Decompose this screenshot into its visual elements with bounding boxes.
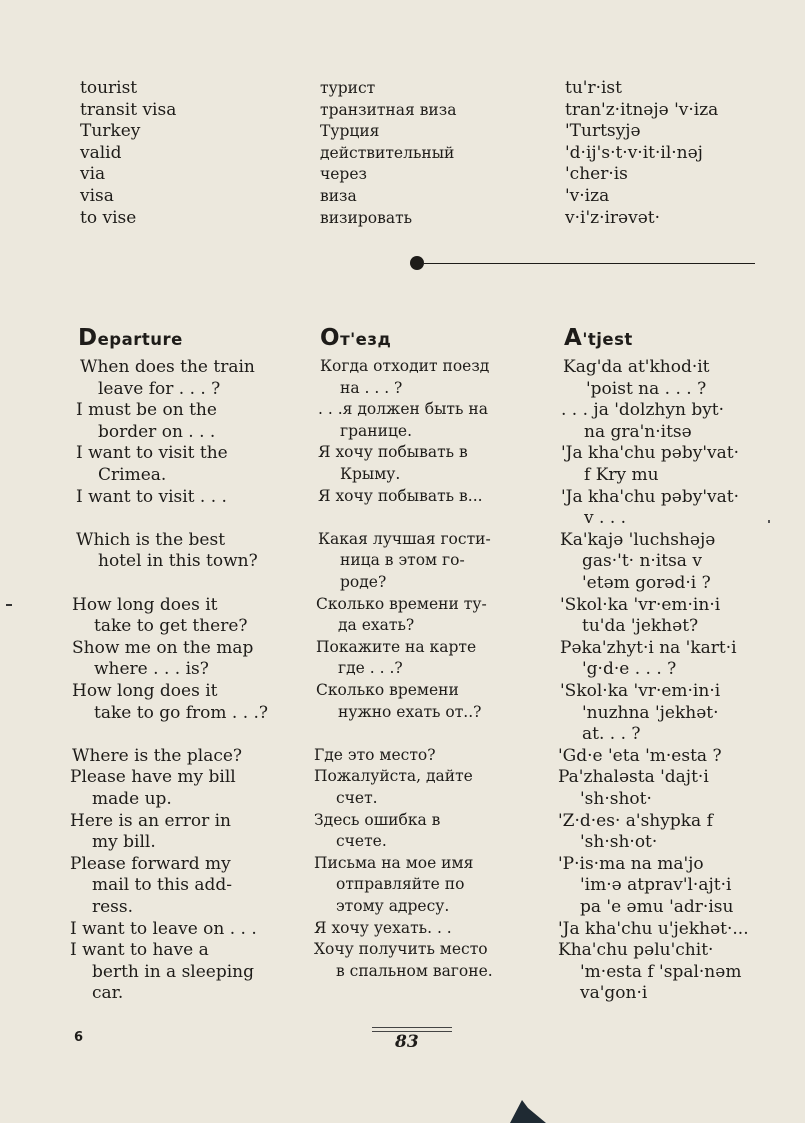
section-title-english — [78, 325, 183, 351]
title-rest: 'tjest — [582, 330, 633, 349]
page-number: 83 — [395, 1032, 419, 1052]
phrase-translit-line: 'Ja kha'chu pəby'vat· — [561, 486, 739, 507]
title-rest: т'езд — [340, 330, 392, 349]
vocab-russian-word: турист — [320, 79, 376, 97]
phrase-russian-line: где . . .? — [338, 659, 403, 678]
phrase-translit-line: . . . ja 'dolzhyn byt· — [561, 400, 725, 421]
vocab-translit-column — [565, 78, 775, 229]
title-initial: A — [564, 325, 583, 351]
vocab-russian-word: виза — [320, 186, 357, 205]
phrase-english-line: Please have my bill — [70, 767, 236, 788]
phrase-russian-line: Покажите на карте — [316, 637, 477, 656]
phrase-russian-line: да ехать? — [338, 616, 415, 635]
vocab-english-word: via — [80, 164, 106, 185]
phrase-table — [0, 357, 805, 1007]
phrase-english-line: take to get there? — [94, 616, 248, 637]
phrase-english-line: Here is an error in — [70, 810, 231, 831]
vocab-russian-word: действительный — [320, 143, 455, 162]
phrase-russian-line: Я хочу побывать в... — [318, 486, 483, 505]
vocab-english-word: Turkey — [80, 121, 141, 142]
phrase-translit-line: 'Z·d·es· a'shypka f — [558, 810, 713, 831]
phrase-english-line: my bill. — [92, 832, 156, 853]
phrase-russian-line: Я хочу уехать. . . — [314, 918, 452, 937]
vocab-russian-word: через — [320, 165, 367, 184]
phrase-english-line: border on . . . — [98, 421, 216, 442]
phrase-english-line: Which is the best — [76, 529, 226, 550]
vocab-translit-word: 'v·iza — [565, 185, 610, 206]
page-corner-shadow — [508, 1098, 548, 1123]
phrase-english-line: take to go from . . .? — [94, 702, 269, 723]
vocab-english-word: transit visa — [80, 99, 177, 120]
phrase-english-line: How long does it — [72, 681, 218, 701]
phrase-translit-line: 'Ja kha'chu pəby'vat· — [561, 443, 739, 464]
phrase-english-line: car. — [92, 983, 124, 1004]
phrase-english-line: Show me on the map — [72, 637, 254, 658]
phrase-english-line: I want to visit the — [76, 443, 228, 464]
phrase-translit-line: 'nuzhna 'jekhət· — [582, 702, 719, 723]
vocab-translit-word: 'd·ij's·t·v·it·il·nəj — [565, 142, 703, 163]
phrase-translit-line: 'sh·sh·ot· — [580, 832, 658, 853]
vocabulary-table — [0, 78, 805, 238]
phrase-russian-line: Я хочу побывать в — [318, 443, 468, 462]
vocab-russian-word: транзитная виза — [320, 100, 457, 119]
phrase-translit-line: 'etəm gorəd·i ? — [582, 573, 711, 593]
phrase-russian-line: Какая лучшая гости- — [318, 529, 491, 548]
phrase-russian-line: нужно ехать от..? — [338, 702, 482, 721]
phrase-english-line: berth in a sleeping — [92, 961, 255, 982]
phrase-translit-line: Ka'kajə 'luchshəjə — [560, 529, 716, 550]
phrase-russian-line: Когда отходит поезд — [320, 357, 490, 375]
phrase-translit-line: gas·'t· n·itsa v — [582, 551, 702, 572]
phrase-translit-line: tu'da 'jekhət? — [582, 616, 699, 637]
phrase-english-line: mail to this add- — [92, 875, 232, 896]
phrase-russian-line: Крыму. — [340, 465, 401, 483]
phrase-translit-line: 'Gd·e 'eta 'm·esta ? — [558, 745, 722, 766]
phrase-english-line: where . . . is? — [94, 659, 209, 680]
phrase-russian-line: отправляйте по — [336, 875, 465, 894]
signature-number: 6 — [74, 1030, 84, 1045]
phrase-translit-line: Kha'chu pəlu'chit· — [558, 940, 714, 961]
section-title-russian — [320, 325, 391, 351]
section-divider — [410, 256, 755, 270]
phrase-russian-line: Сколько времени — [316, 681, 459, 699]
phrase-russian-line: этому адресу. — [336, 897, 450, 915]
vocab-translit-word: 'Turtsyjə — [565, 121, 641, 142]
phrase-russian-line: границе. — [340, 421, 413, 440]
phrase-english-line: ress. — [92, 897, 134, 917]
title-initial: О — [320, 325, 341, 351]
vocab-english-word: tourist — [80, 78, 138, 98]
top-edge-marks — [200, 0, 400, 2]
phrase-translit-line: va'gon·i — [580, 983, 648, 1004]
phrase-translit-line: Kag'da at'khod·it — [563, 357, 710, 377]
phrase-russian-line: Пожалуйста, дайте — [314, 767, 473, 786]
title-rest: eparture — [97, 330, 183, 349]
phrase-russian-line: . . .я должен быть на — [318, 400, 488, 419]
phrase-russian-line: Здесь ошибка в — [314, 810, 441, 829]
phrase-english-line: Crimea. — [98, 465, 167, 485]
vocab-english-word: visa — [80, 185, 114, 206]
phrase-translit-line: 'g·d·e . . . ? — [582, 659, 677, 680]
phrase-translit-line: 'Ja kha'chu u'jekhət·... — [558, 918, 749, 939]
phrase-russian-line: счете. — [336, 832, 387, 851]
phrase-translit-line: 'm·esta f 'spal·nəm — [580, 961, 742, 982]
phrase-english-line: I want to visit . . . — [76, 486, 227, 507]
vocab-translit-word: v·i'z·irəvət· — [565, 207, 661, 228]
phrase-translit-line: 'Skol·ka 'vr·em·in·i — [560, 594, 721, 615]
phrase-english-line: I want to have a — [70, 940, 209, 961]
phrase-translit-line: 'poist na . . . ? — [586, 378, 707, 399]
vocab-russian-word: визировать — [320, 208, 413, 227]
vocab-translit-word: tran'z·itnəjə 'v·iza — [565, 99, 719, 120]
divider-dot — [410, 256, 424, 270]
title-initial: D — [78, 325, 98, 351]
phrase-translit-line: na gra'n·itsə — [584, 421, 692, 442]
phrase-translit-line: v . . . — [584, 508, 627, 529]
vocab-russian-column — [320, 78, 540, 229]
divider-rule — [424, 263, 755, 265]
phrase-russian-line: счет. — [336, 789, 378, 807]
phrase-russian-line: Письма на мое имя — [314, 853, 474, 872]
phrase-russian-line: роде? — [340, 573, 387, 591]
phrase-english-line: I must be on the — [76, 400, 217, 421]
phrase-english-line: Where is the place? — [72, 745, 243, 766]
phrase-russian-line: Где это место? — [314, 745, 436, 764]
vocab-english-word: to vise — [80, 207, 137, 228]
phrase-english-line: I want to leave on . . . — [70, 918, 257, 939]
phrase-english-line: When does the train — [80, 357, 255, 377]
phrase-english-line: made up. — [92, 789, 172, 809]
phrase-russian-line: Сколько времени ту- — [316, 594, 487, 613]
phrase-translit-line: pa 'e əmu 'adr·isu — [580, 897, 734, 917]
phrase-translit-line: Pa'zhaləsta 'dajt·i — [558, 767, 709, 788]
phrase-english-line: hotel in this town? — [98, 551, 258, 572]
vocab-translit-word: 'cher·is — [565, 164, 628, 185]
phrase-russian-line: в спальном вагоне. — [336, 961, 493, 980]
vocab-translit-word: tu'r·ist — [565, 78, 622, 98]
phrase-translit-line: 'im·ə atprav'l·ajt·i — [580, 875, 732, 896]
vocab-english-column — [80, 78, 290, 229]
phrase-russian-line: на . . . ? — [340, 378, 403, 397]
vocab-russian-word: Турция — [320, 122, 380, 141]
phrase-russian-line: Хочу получить место — [314, 940, 488, 959]
section-title-translit — [564, 325, 633, 351]
phrase-translit-line: at. . . ? — [582, 724, 641, 745]
phrase-translit-line: 'Skol·ka 'vr·em·in·i — [560, 681, 721, 701]
phrase-russian-line: ница в этом го- — [340, 551, 465, 570]
phrase-english-line: Please forward my — [70, 853, 231, 874]
phrase-translit-line: 'sh·shot· — [580, 789, 652, 809]
phrase-translit-line: 'P·is·ma na ma'jo — [558, 853, 704, 874]
phrase-translit-line: f Kry mu — [584, 465, 659, 485]
phrase-english-line: How long does it — [72, 594, 218, 615]
phrase-english-line: leave for . . . ? — [98, 378, 221, 399]
vocab-english-word: valid — [80, 142, 122, 163]
margin-dash — [6, 604, 12, 606]
phrase-translit-line: Pəka'zhyt·i na 'kart·i — [560, 637, 737, 658]
margin-mark — [768, 520, 770, 523]
